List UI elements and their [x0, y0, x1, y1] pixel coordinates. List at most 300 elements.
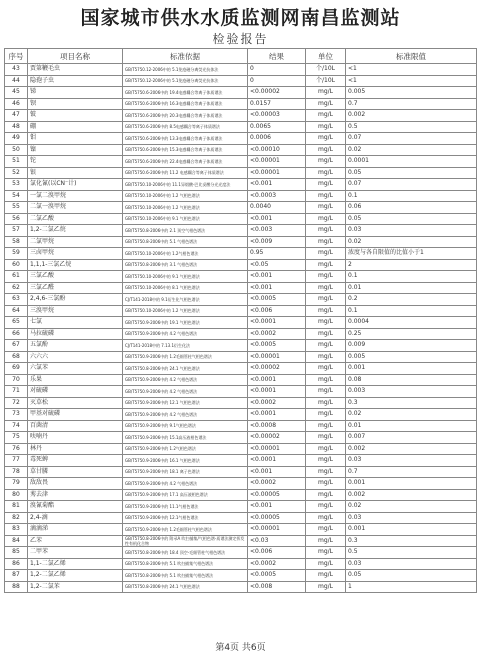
table-row — [5, 213, 477, 225]
row-number: 63 — [5, 294, 28, 306]
table-header-row — [5, 49, 477, 64]
standard-method: GB/T5750.9-2006中的 19.1 气相色谱法 — [123, 317, 248, 329]
limit-value: 浓度与各自限值的比值小于1 — [346, 248, 477, 260]
table-row — [5, 87, 477, 99]
item-name: 溴氰菊酯 — [28, 501, 123, 513]
unit: 个/10L — [306, 64, 346, 76]
standard-method: GB/T5750.6-2006中的 13.3电感耦合等离子体质谱法 — [123, 133, 248, 145]
row-number: 70 — [5, 374, 28, 386]
column-header-unit: 单位 — [306, 49, 346, 64]
result-value: 0.95 — [248, 248, 306, 260]
limit-value: 0.5 — [346, 547, 477, 559]
row-number: 62 — [5, 282, 28, 294]
unit: mg/L — [306, 190, 346, 202]
unit: mg/L — [306, 535, 346, 547]
limit-value: 0.02 — [346, 236, 477, 248]
unit: mg/L — [306, 581, 346, 593]
limit-value: 0.7 — [346, 466, 477, 478]
limit-value: 0.002 — [346, 443, 477, 455]
result-value: <0.00003 — [248, 110, 306, 122]
unit: mg/L — [306, 558, 346, 570]
table-row — [5, 351, 477, 363]
table-row — [5, 374, 477, 386]
limit-value: 0.05 — [346, 167, 477, 179]
table-row — [5, 397, 477, 409]
item-name: 钼 — [28, 133, 123, 145]
standard-method: GB/T5750.6-2006中的 20.3电感耦合等离子体质谱法 — [123, 110, 248, 122]
row-number: 74 — [5, 420, 28, 432]
unit: mg/L — [306, 443, 346, 455]
result-value: <0.0003 — [248, 190, 306, 202]
standard-method: GB/T5750.8-2006中的 3.1 气相色谱法 — [123, 259, 248, 271]
result-value: <0.0005 — [248, 340, 306, 352]
unit: mg/L — [306, 501, 346, 513]
row-number: 66 — [5, 328, 28, 340]
standard-method: GB/T5750.8-2006中的 5.1 吹扫捕集气相色谱法 — [123, 570, 248, 582]
unit: mg/L — [306, 167, 346, 179]
item-name: 铊 — [28, 156, 123, 168]
row-number: 54 — [5, 190, 28, 202]
standard-method: GB/T5750.10-2006中的 8.1 气相色谱法 — [123, 282, 248, 294]
unit: mg/L — [306, 397, 346, 409]
item-name: 五氯酚 — [28, 340, 123, 352]
limit-value: <1 — [346, 64, 477, 76]
result-value: <0.00002 — [248, 87, 306, 99]
unit: mg/L — [306, 351, 346, 363]
item-name: 对硫磷 — [28, 386, 123, 398]
unit: mg/L — [306, 524, 346, 536]
table-row — [5, 340, 477, 352]
item-name: 毒死蜱 — [28, 455, 123, 467]
result-value: <0.00001 — [248, 167, 306, 179]
item-name: 2,4-滴 — [28, 512, 123, 524]
result-value: <0.00001 — [248, 443, 306, 455]
table-row — [5, 443, 477, 455]
standard-method: GB/T5750.9-2006中的 4.2 气相色谱法 — [123, 374, 248, 386]
row-number: 77 — [5, 455, 28, 467]
standard-method: GB/T5750.12-2006中的 5.1免疫磁分离荧光抗体法 — [123, 75, 248, 87]
standard-method: GB/T5750.9-2006中的 17.1 高压液相色谱法 — [123, 489, 248, 501]
table-row — [5, 271, 477, 283]
limit-value: 0.02 — [346, 144, 477, 156]
standard-method: GB/T5750.6-2006中的 8.5电感耦合等离子体质谱法 — [123, 121, 248, 133]
table-row — [5, 363, 477, 375]
item-name: 2,4,6-三氯酚 — [28, 294, 123, 306]
standard-method: GB/T5750.10-2006中的 1.2 气相色谱法 — [123, 190, 248, 202]
limit-value: 0.2 — [346, 294, 477, 306]
standard-method: GB/T5750.9-2006中的 16.1 气相色谱法 — [123, 455, 248, 467]
item-name: 银 — [28, 167, 123, 179]
limit-value: 0.001 — [346, 363, 477, 375]
limit-value: 0.01 — [346, 420, 477, 432]
row-number: 61 — [5, 271, 28, 283]
table-row — [5, 110, 477, 122]
row-number: 50 — [5, 144, 28, 156]
limit-value: 1 — [346, 581, 477, 593]
limit-value: 0.05 — [346, 213, 477, 225]
item-name: 1,2-二氯乙烯 — [28, 570, 123, 582]
row-number: 65 — [5, 317, 28, 329]
unit: mg/L — [306, 179, 346, 191]
row-number: 60 — [5, 259, 28, 271]
standard-method: GB/T5750.9-2006中的 4.2 气相色谱法 — [123, 478, 248, 490]
standard-method: GB/T5750.6-2006中的 11.2 电感耦合等离子体质谱法 — [123, 167, 248, 179]
unit: mg/L — [306, 305, 346, 317]
result-value: <0.0001 — [248, 386, 306, 398]
limit-value: 0.005 — [346, 87, 477, 99]
standard-method: CJ/T141-2018中的 7.13.1衍生化法 — [123, 340, 248, 352]
row-number: 81 — [5, 501, 28, 513]
unit: mg/L — [306, 478, 346, 490]
table-row — [5, 248, 477, 260]
unit: mg/L — [306, 213, 346, 225]
limit-value: 0.002 — [346, 489, 477, 501]
unit: mg/L — [306, 409, 346, 421]
standard-method: GB/T5750.10-2006中的 1.2气相色谱法 — [123, 248, 248, 260]
item-name: 百菌清 — [28, 420, 123, 432]
result-value: <0.0002 — [248, 558, 306, 570]
row-number: 75 — [5, 432, 28, 444]
table-row — [5, 478, 477, 490]
unit: mg/L — [306, 489, 346, 501]
unit: mg/L — [306, 144, 346, 156]
item-name: 七氯 — [28, 317, 123, 329]
table-body — [5, 64, 477, 593]
row-number: 69 — [5, 363, 28, 375]
row-number: 64 — [5, 305, 28, 317]
item-name: 三氯乙醛 — [28, 282, 123, 294]
standard-method: GB/T5750.10-2006中的 1.2 气相色谱法 — [123, 202, 248, 214]
item-name: 1,1,1-三氯乙烷 — [28, 259, 123, 271]
limit-value: 0.1 — [346, 305, 477, 317]
limit-value: 0.7 — [346, 98, 477, 110]
item-name: 甲基对硫磷 — [28, 409, 123, 421]
unit: mg/L — [306, 156, 346, 168]
item-name: 灭草松 — [28, 397, 123, 409]
row-number: 56 — [5, 213, 28, 225]
item-name: 1,2-二氯苯 — [28, 581, 123, 593]
limit-value: 0.25 — [346, 328, 477, 340]
unit: mg/L — [306, 87, 346, 99]
row-number: 55 — [5, 202, 28, 214]
row-number: 73 — [5, 409, 28, 421]
standard-method: GB/T5750.8-2006中的 24.1 气相色谱法 — [123, 581, 248, 593]
limit-value: 0.009 — [346, 340, 477, 352]
unit: mg/L — [306, 271, 346, 283]
result-value: <0.05 — [248, 259, 306, 271]
item-name: 莠去津 — [28, 489, 123, 501]
column-header-item: 项目名称 — [28, 49, 123, 64]
unit: mg/L — [306, 294, 346, 306]
limit-value: 0.08 — [346, 374, 477, 386]
result-value: <0.001 — [248, 179, 306, 191]
item-name: 二氯一溴甲烷 — [28, 202, 123, 214]
item-name: 氯化氰(以CN⁻计) — [28, 179, 123, 191]
row-number: 49 — [5, 133, 28, 145]
item-name: 镍 — [28, 144, 123, 156]
table-row — [5, 317, 477, 329]
row-number: 53 — [5, 179, 28, 191]
limit-value: 0.07 — [346, 133, 477, 145]
table-row — [5, 501, 477, 513]
item-name: 草甘膦 — [28, 466, 123, 478]
table-row — [5, 489, 477, 501]
unit: mg/L — [306, 225, 346, 237]
item-name: 林丹 — [28, 443, 123, 455]
unit: mg/L — [306, 248, 346, 260]
table-row — [5, 202, 477, 214]
unit: mg/L — [306, 432, 346, 444]
row-number: 80 — [5, 489, 28, 501]
standard-method: GB/T5750.9-2006中的 1.2气相色谱法 — [123, 443, 248, 455]
item-name: 贾第鞭毛虫 — [28, 64, 123, 76]
limit-value: 0.06 — [346, 202, 477, 214]
item-name: 二甲苯 — [28, 547, 123, 559]
item-name: 三氯乙酸 — [28, 271, 123, 283]
unit: mg/L — [306, 317, 346, 329]
column-header-limit: 标准限值 — [346, 49, 477, 64]
limit-value: 0.002 — [346, 110, 477, 122]
standard-method: GB/T5750.9-2006中的 1.2毛细管柱气相色谱法 — [123, 524, 248, 536]
column-header-standard: 标准依据 — [123, 49, 248, 64]
standard-method: GB/T5750.6-2006中的 16.3电感耦合等离子体质谱法 — [123, 98, 248, 110]
table-row — [5, 466, 477, 478]
result-value: <0.00005 — [248, 489, 306, 501]
row-number: 79 — [5, 478, 28, 490]
limit-value: 0.005 — [346, 351, 477, 363]
item-name: 呋喃丹 — [28, 432, 123, 444]
result-value: <0.0002 — [248, 328, 306, 340]
result-value: <0.0008 — [248, 420, 306, 432]
row-number: 85 — [5, 547, 28, 559]
row-number: 78 — [5, 466, 28, 478]
item-name: 二氯甲烷 — [28, 236, 123, 248]
standard-method: GB/T5750.10-2006中的 9.1 气相色谱法 — [123, 213, 248, 225]
table-row — [5, 432, 477, 444]
limit-value: 0.07 — [346, 179, 477, 191]
table-row — [5, 167, 477, 179]
table-row — [5, 144, 477, 156]
unit: mg/L — [306, 98, 346, 110]
row-number: 57 — [5, 225, 28, 237]
limit-value: 0.3 — [346, 535, 477, 547]
limit-value: 0.001 — [346, 524, 477, 536]
result-value: <0.001 — [248, 466, 306, 478]
unit: mg/L — [306, 455, 346, 467]
row-number: 59 — [5, 248, 28, 260]
result-value: 0.0040 — [248, 202, 306, 214]
result-value: <0.0005 — [248, 294, 306, 306]
standard-method: GB/T5750.6-2006中的 19.4电感耦合等离子体质谱法 — [123, 87, 248, 99]
row-number: 52 — [5, 167, 28, 179]
table-row — [5, 156, 477, 168]
unit: mg/L — [306, 420, 346, 432]
row-number: 44 — [5, 75, 28, 87]
table-row — [5, 328, 477, 340]
result-value: <0.0001 — [248, 409, 306, 421]
limit-value: 0.1 — [346, 190, 477, 202]
table-row — [5, 581, 477, 593]
result-value: <0.006 — [248, 547, 306, 559]
item-name: 一氯二溴甲烷 — [28, 190, 123, 202]
row-number: 71 — [5, 386, 28, 398]
result-value: <0.00002 — [248, 363, 306, 375]
limit-value: 0.5 — [346, 121, 477, 133]
result-value: <0.0001 — [248, 455, 306, 467]
table-row — [5, 133, 477, 145]
results-table — [4, 48, 477, 593]
table-row — [5, 305, 477, 317]
limit-value: 0.03 — [346, 455, 477, 467]
row-number: 67 — [5, 340, 28, 352]
table-row — [5, 570, 477, 582]
item-name: 1,2-二氯乙烷 — [28, 225, 123, 237]
item-name: 六六六 — [28, 351, 123, 363]
item-name: 隐孢子虫 — [28, 75, 123, 87]
table-row — [5, 282, 477, 294]
unit: mg/L — [306, 386, 346, 398]
unit: mg/L — [306, 374, 346, 386]
unit: mg/L — [306, 110, 346, 122]
result-value: <0.0001 — [248, 374, 306, 386]
unit: mg/L — [306, 340, 346, 352]
row-number: 48 — [5, 121, 28, 133]
table-row — [5, 512, 477, 524]
result-value: <0.009 — [248, 236, 306, 248]
result-value: <0.001 — [248, 501, 306, 513]
standard-method: GB/T5750.8-2006中的 5.1 气相色谱法 — [123, 236, 248, 248]
table-row — [5, 455, 477, 467]
standard-method: GB/T5750.8-2006中的 24.1 气相色谱法 — [123, 363, 248, 375]
standard-method: GB/T5750.9-2006中的 15.1高压液相色谱法 — [123, 432, 248, 444]
result-value: <0.00010 — [248, 144, 306, 156]
item-name: 三卤甲烷 — [28, 248, 123, 260]
item-name: 马拉硫磷 — [28, 328, 123, 340]
item-name: 1,1-二氯乙烯 — [28, 558, 123, 570]
limit-value: 0.03 — [346, 512, 477, 524]
unit: mg/L — [306, 328, 346, 340]
standard-method: GB/T5750.10-2006中的 11.1异烟酸-巴比妥酸分光光度法 — [123, 179, 248, 191]
unit: mg/L — [306, 259, 346, 271]
standard-method: GB/T5750.9-2006中的 18.1 离子色谱法 — [123, 466, 248, 478]
result-value: <0.008 — [248, 581, 306, 593]
standard-method: GB/T5750.9-2006中的 12.1气相色谱法 — [123, 512, 248, 524]
standard-method: GB/T5750.9-2006中的 11.1气相色谱法 — [123, 501, 248, 513]
row-number: 46 — [5, 98, 28, 110]
result-value: <0.003 — [248, 225, 306, 237]
table-row — [5, 386, 477, 398]
result-value: 0 — [248, 64, 306, 76]
column-header-no: 序号 — [5, 49, 28, 64]
row-number: 58 — [5, 236, 28, 248]
standard-method: CJ/T141-2018中的 9.1衍生化气相色谱法 — [123, 294, 248, 306]
table-row — [5, 420, 477, 432]
table-row — [5, 547, 477, 559]
item-name: 铍 — [28, 110, 123, 122]
item-name: 六氯苯 — [28, 363, 123, 375]
item-name: 三溴甲烷 — [28, 305, 123, 317]
result-value: <0.0005 — [248, 570, 306, 582]
standard-method: GB/T5750.10-2006中的 1.2 气相色谱法 — [123, 305, 248, 317]
limit-value: 2 — [346, 259, 477, 271]
table-row — [5, 190, 477, 202]
limit-value: 0.03 — [346, 558, 477, 570]
standard-method: GB/T5750.8-2006中的 附录A 吹扫捕集/气相色谱-质谱法测定挥发性有机化合物 — [123, 535, 248, 547]
limit-value: 0.03 — [346, 225, 477, 237]
result-value: <0.00001 — [248, 351, 306, 363]
result-value: 0 — [248, 75, 306, 87]
standard-method: GB/T5750.6-2006中的 15.3电感耦合等离子体质谱法 — [123, 144, 248, 156]
result-value: <0.00001 — [248, 524, 306, 536]
row-number: 72 — [5, 397, 28, 409]
limit-value: 0.05 — [346, 570, 477, 582]
item-name: 二氯乙酸 — [28, 213, 123, 225]
limit-value: 0.0004 — [346, 317, 477, 329]
unit: mg/L — [306, 466, 346, 478]
result-value: <0.0001 — [248, 317, 306, 329]
result-value: 0.0006 — [248, 133, 306, 145]
unit: mg/L — [306, 512, 346, 524]
limit-value: 0.003 — [346, 386, 477, 398]
unit: 个/10L — [306, 75, 346, 87]
standard-method: GB/T5750.9-2006中的 4.2 气相色谱法 — [123, 328, 248, 340]
result-value: <0.001 — [248, 213, 306, 225]
report-title: 国家城市供水水质监测网南昌监测站 — [80, 7, 401, 29]
unit: mg/L — [306, 121, 346, 133]
row-number: 45 — [5, 87, 28, 99]
row-number: 84 — [5, 535, 28, 547]
table-row — [5, 121, 477, 133]
unit: mg/L — [306, 133, 346, 145]
table-row — [5, 98, 477, 110]
item-name: 硼 — [28, 121, 123, 133]
result-value: <0.001 — [248, 271, 306, 283]
limit-value: 0.3 — [346, 397, 477, 409]
table-row — [5, 294, 477, 306]
item-name: 锑 — [28, 87, 123, 99]
item-name: 乙苯 — [28, 535, 123, 547]
row-number: 43 — [5, 64, 28, 76]
table-row — [5, 524, 477, 536]
result-value: <0.0002 — [248, 397, 306, 409]
limit-value: 0.001 — [346, 478, 477, 490]
unit: mg/L — [306, 236, 346, 248]
standard-method: GB/T5750.9-2006中的 9.1气相色谱法 — [123, 420, 248, 432]
table-row — [5, 75, 477, 87]
table-row — [5, 225, 477, 237]
row-number: 88 — [5, 581, 28, 593]
item-name: 钡 — [28, 98, 123, 110]
table-row — [5, 64, 477, 76]
limit-value: 0.02 — [346, 409, 477, 421]
unit: mg/L — [306, 570, 346, 582]
standard-method: GB/T5750.6-2006中的 22.4电感耦合等离子体质谱法 — [123, 156, 248, 168]
standard-method: GB/T5750.8-2006中的 18.4 顶空-毛细管柱气相色谱法 — [123, 547, 248, 559]
standard-method: GB/T5750.9-2006中的 4.2 气相色谱法 — [123, 409, 248, 421]
table-row — [5, 236, 477, 248]
result-value: <0.00005 — [248, 512, 306, 524]
row-number: 76 — [5, 443, 28, 455]
result-value: <0.001 — [248, 282, 306, 294]
result-value: <0.006 — [248, 305, 306, 317]
limit-value: 0.007 — [346, 432, 477, 444]
result-value: <0.0002 — [248, 478, 306, 490]
unit: mg/L — [306, 202, 346, 214]
row-number: 51 — [5, 156, 28, 168]
table-row — [5, 259, 477, 271]
limit-value: <1 — [346, 75, 477, 87]
result-value: <0.00001 — [248, 156, 306, 168]
